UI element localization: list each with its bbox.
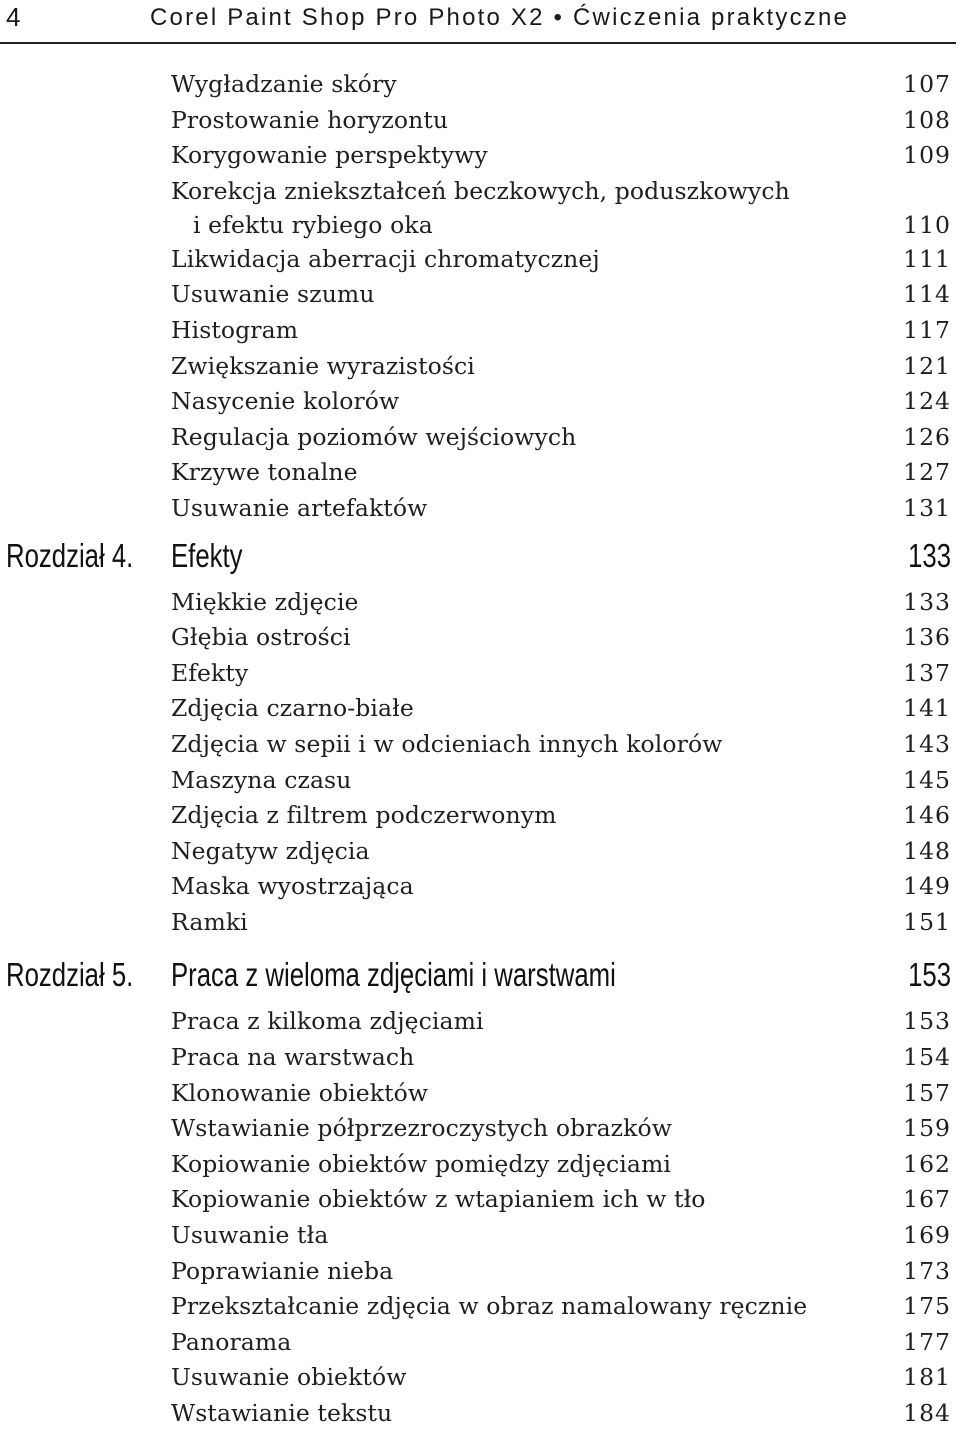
entry-page: 169 [903,1221,951,1250]
toc-entry [0,348,960,384]
chapter-entries [0,584,960,940]
entry-title: Zdjęcia z filtrem podczerwonym [171,801,557,830]
entry-page: 117 [903,315,951,344]
entry-title: Maska wyostrzająca [171,872,414,901]
entry-title: Usuwanie szumu [171,280,375,309]
toc-entry [0,1075,960,1111]
entry-page: 109 [903,141,951,170]
toc-entry-first-line [0,173,960,207]
toc-entry [0,383,960,419]
entry-page: 136 [903,623,951,652]
entry-page: 159 [903,1114,951,1143]
entry-title: Usuwanie artefaktów [171,493,428,522]
chapter-title: Praca z wieloma zdjęciami i warstwami [171,956,616,994]
entry-page: 167 [903,1185,951,1214]
entry-title: Usuwanie obiektów [171,1363,407,1392]
table-of-contents [0,66,960,1431]
entries-mid [0,241,960,526]
entry-title: Wstawianie półprzezroczystych obrazków [171,1114,672,1143]
entry-page: 146 [903,801,951,830]
chapter-label: Rozdział 4. [6,536,134,574]
entries-top [0,66,960,241]
entry-page: 137 [903,658,951,687]
entry-page: 108 [903,105,951,134]
entry-title: Korygowanie perspektywy [171,141,488,170]
entry-page: 157 [903,1078,951,1107]
entry-page: 131 [903,493,951,522]
chapter-label: Rozdział 5. [6,956,134,994]
toc-entry [0,1359,960,1395]
entry-title: Prostowanie horyzontu [171,105,449,134]
toc-entry [0,762,960,798]
toc-entry [0,1217,960,1253]
entry-title: Nasycenie kolorów [171,387,400,416]
toc-entry [0,102,960,138]
entry-title: Kopiowanie obiektów z wtapianiem ich w tło [171,1185,706,1214]
entry-title: Zdjęcia w sepii i w odcieniach innych kolorów [171,729,723,758]
book-title: Corel Paint Shop Pro Photo X2 • Ćwiczenia praktyczne [150,4,850,31]
toc-entry [0,490,960,526]
entry-page: 133 [903,587,951,616]
entry-page: 143 [903,729,951,758]
entry-page: 110 [903,210,951,239]
toc-entry [0,619,960,655]
toc-entry [0,312,960,348]
entry-title: Maszyna czasu [171,765,352,794]
toc-entry [0,454,960,490]
entry-title: Negatyw zdjęcia [171,836,370,865]
entry-page: 151 [903,907,951,936]
entry-page: 141 [903,694,951,723]
entry-page: 126 [903,422,951,451]
entry-title: Praca na warstwach [171,1043,415,1072]
entry-page: 148 [903,836,951,865]
running-header [0,0,956,44]
entry-title: Praca z kilkoma zdjęciami [171,1007,484,1036]
entry-title: Zwiększanie wyrazistości [171,351,475,380]
toc-entry [0,1146,960,1182]
toc-entry [0,1253,960,1289]
toc-entry [0,726,960,762]
entry-title: Wstawianie tekstu [171,1399,393,1427]
entry-page: 153 [903,1007,951,1036]
entry-title: Panorama [171,1327,292,1356]
entry-page: 114 [903,280,951,309]
entry-title: Ramki [171,907,248,936]
toc-entry [0,868,960,904]
toc-entry [0,1395,960,1431]
entry-title: Histogram [171,315,299,344]
entry-page: 124 [903,387,951,416]
toc-entry [0,1324,960,1360]
toc-entry [0,1003,960,1039]
entry-title: Klonowanie obiektów [171,1078,429,1107]
toc-entry [0,137,960,173]
entry-title: Zdjęcia czarno-białe [171,694,414,723]
toc-entry [0,276,960,312]
toc-entry [0,833,960,869]
entry-page: 173 [903,1256,951,1285]
toc-entry [0,690,960,726]
toc-entry [0,797,960,833]
entry-title: Kopiowanie obiektów pomiędzy zdjęciami [171,1149,671,1178]
chapter-heading [0,526,960,584]
entry-page: 154 [903,1043,951,1072]
toc-entry [0,66,960,102]
chapter-page: 133 [908,536,951,574]
entry-title: Korekcja zniekształceń beczkowych, poduszkowych [171,176,790,205]
page-number: 4 [6,2,21,32]
toc-entry [0,419,960,455]
chapter-page: 153 [908,956,951,994]
toc-entry-continuation [0,207,960,241]
entry-page: 145 [903,765,951,794]
entry-title: i efektu rybiego oka [193,210,433,239]
toc-entry [0,241,960,277]
toc-entry [0,1039,960,1075]
entry-title: Poprawianie nieba [171,1256,394,1285]
entry-title: Głębia ostrości [171,623,351,652]
entry-page: 127 [903,458,951,487]
entry-title: Usuwanie tła [171,1221,329,1250]
entry-title: Miękkie zdjęcie [171,587,359,616]
entry-title: Efekty [171,658,249,687]
chapter-entries [0,1003,960,1430]
entry-page: 121 [903,351,951,380]
entry-page: 175 [903,1292,951,1321]
toc-entry [0,1110,960,1146]
entry-page: 111 [903,244,951,273]
entry-page: 107 [903,70,951,98]
chapter-heading [0,945,960,1003]
toc-entry [0,904,960,940]
entry-title: Przekształcanie zdjęcia w obraz namalowany ręcznie [171,1292,808,1321]
entry-title: Krzywe tonalne [171,458,358,487]
toc-entry [0,655,960,691]
entry-title: Likwidacja aberracji chromatycznej [171,244,600,273]
entry-page: 177 [903,1327,951,1356]
entry-title: Regulacja poziomów wejściowych [171,422,577,451]
toc-entry [0,1288,960,1324]
entry-page: 181 [903,1363,951,1392]
entry-page: 184 [903,1399,951,1427]
chapter-title: Efekty [171,536,243,574]
toc-entry [0,1181,960,1217]
entry-title: Wygładzanie skóry [171,70,397,98]
entry-page: 162 [903,1149,951,1178]
entry-page: 149 [903,872,951,901]
toc-entry [0,584,960,620]
